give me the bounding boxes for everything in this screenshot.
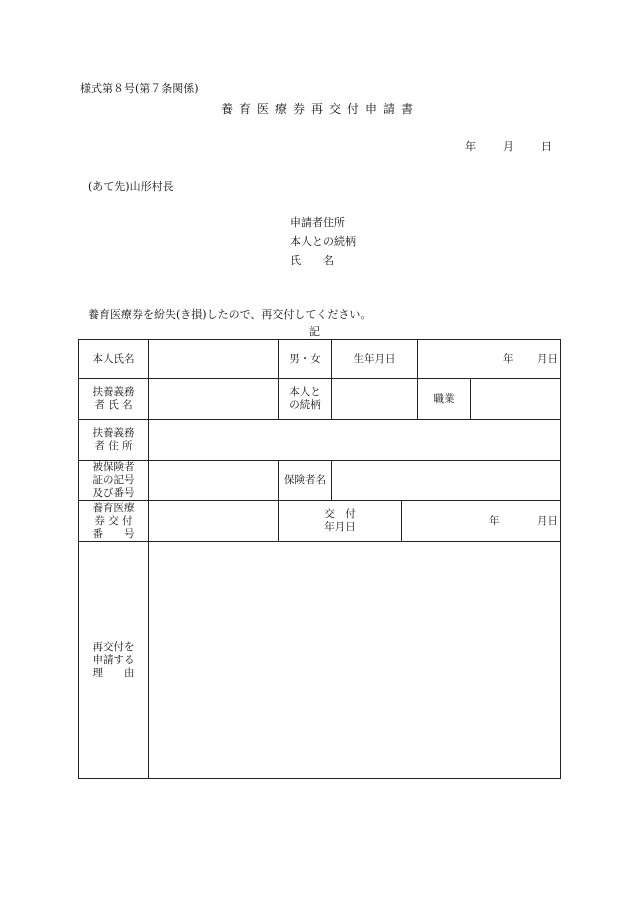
relation-label-line1: 本人と [289, 386, 321, 398]
guardian-name-label-line1: 扶養義務 [92, 386, 135, 398]
issue-date-field[interactable] [402, 501, 561, 542]
issue-day-label: 日 [547, 514, 558, 527]
guardian-address-label-line2: 者 住 所 [94, 440, 133, 452]
issue-date-label [279, 501, 402, 542]
guardian-address-label-line1: 扶養義務 [92, 427, 135, 439]
birth-month-label: 月 [537, 352, 548, 365]
guardian-name-field[interactable] [149, 379, 279, 420]
ticket-number-field[interactable] [149, 501, 279, 542]
ticket-number-label-line3: 番 号 [92, 527, 135, 540]
ticket-number-label [79, 501, 149, 542]
occupation-field[interactable] [471, 379, 561, 420]
ticket-number-label-line1: 養育医療 [92, 501, 135, 514]
insurance-card-field[interactable] [149, 461, 279, 501]
insurance-card-label [79, 461, 149, 501]
date-month-label: 月 [503, 140, 514, 153]
insurance-card-label-line2: 証の記号 [92, 474, 135, 486]
application-date [465, 138, 552, 154]
applicant-block [290, 213, 356, 270]
ticket-number-label-line2: 券 交 付 [94, 514, 133, 527]
relation-label [279, 379, 332, 420]
insurance-card-label-line1: 被保険者 [92, 461, 135, 473]
reason-label-line1: 再交付を [92, 640, 135, 653]
relation-field[interactable] [332, 379, 418, 420]
birth-date-field[interactable] [418, 340, 561, 379]
birth-day-label: 日 [547, 352, 558, 365]
addressee: (あて先)山形村長 [88, 180, 174, 193]
application-table [78, 339, 561, 779]
date-year-label: 年 [465, 140, 476, 153]
patient-name-label: 本人氏名 [79, 340, 149, 379]
birth-date-label: 生年月日 [332, 340, 418, 379]
insurer-name-field[interactable] [332, 461, 561, 501]
date-day-label: 日 [541, 140, 552, 153]
ki-label: 記 [309, 325, 320, 338]
guardian-name-label [79, 379, 149, 420]
insurer-name-label: 保険者名 [279, 461, 332, 501]
reason-label-line2: 申請する [92, 653, 135, 666]
applicant-name-label: 氏 名 [290, 254, 334, 267]
insurance-card-label-line3: 及び番号 [92, 487, 135, 499]
occupation-label: 職業 [418, 379, 471, 420]
reason-label [79, 542, 149, 779]
applicant-address-label: 申請者住所 [290, 216, 345, 229]
request-statement: 養育医療券を紛失(き損)したので、再交付してください。 [88, 308, 372, 321]
guardian-name-label-line2: 者 氏 名 [94, 399, 133, 411]
form-number: 様式第８号(第７条関係) [80, 82, 199, 95]
applicant-relation-label: 本人との続柄 [290, 235, 356, 248]
document-title: 養育医療券再交付申請書 [220, 102, 419, 116]
guardian-address-field[interactable] [149, 420, 561, 461]
issue-month-label: 月 [537, 514, 548, 527]
issue-year-label: 年 [489, 514, 500, 527]
relation-label-line2: の続柄 [289, 399, 321, 411]
reason-label-line3: 理 由 [92, 666, 135, 679]
sex-select[interactable]: 男・女 [279, 340, 332, 379]
reason-field[interactable] [149, 542, 561, 779]
patient-name-field[interactable] [149, 340, 279, 379]
issue-date-label-line1: 交 付 [324, 508, 356, 520]
birth-year-label: 年 [503, 352, 514, 365]
guardian-address-label [79, 420, 149, 461]
issue-date-label-line2: 年月日 [324, 521, 356, 533]
